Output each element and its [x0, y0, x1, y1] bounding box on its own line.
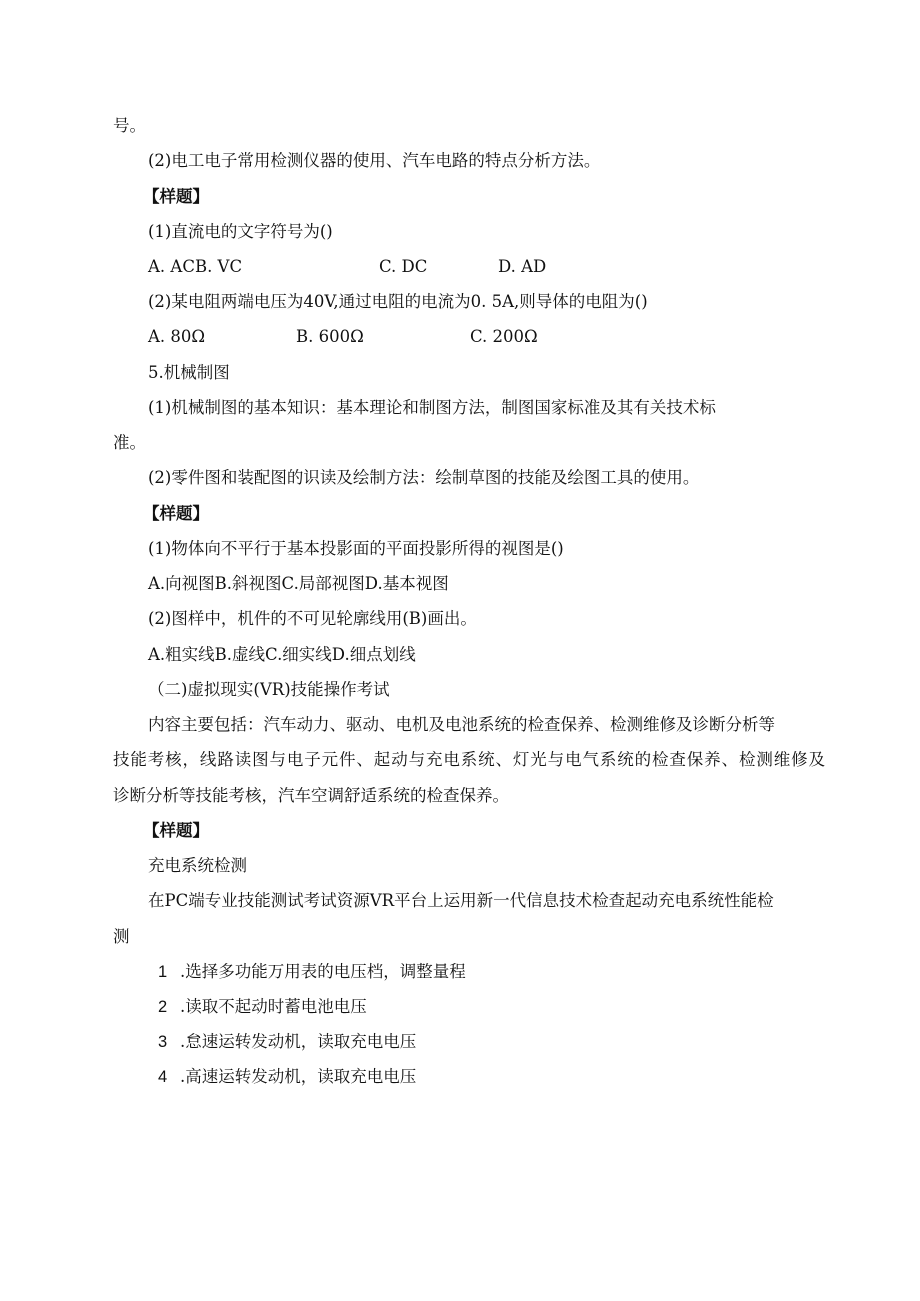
text-line: 准。	[113, 433, 146, 452]
step-number: 2	[158, 998, 168, 1016]
section-heading: 【样题】	[143, 187, 209, 206]
text-line: 号。	[113, 116, 146, 135]
step-number: 3	[158, 1033, 168, 1051]
paragraph-line: 测	[113, 927, 130, 946]
section-heading: 【样题】	[143, 504, 209, 523]
answer-option: A. ACB. VC	[148, 257, 243, 276]
answer-option: C. DC	[379, 257, 428, 276]
step-text: .读取不起动时蓄电池电压	[180, 997, 367, 1016]
answer-options: A.向视图B.斜视图C.局部视图D.基本视图	[148, 574, 449, 593]
step-item	[158, 996, 367, 1018]
step-text: .怠速运转发动机，读取充电电压	[180, 1032, 417, 1051]
question-text: (1)直流电的文字符号为()	[148, 222, 333, 241]
paragraph-line: 在PC端专业技能测试考试资源VR平台上运用新一代信息技术检查起动充电系统性能检	[148, 891, 774, 910]
text-line: (1)机械制图的基本知识：基本理论和制图方法，制图国家标准及其有关技术标	[148, 398, 716, 417]
text-line: (2)零件图和装配图的识读及绘制方法：绘制草图的技能及绘图工具的使用。	[148, 468, 700, 487]
step-item	[158, 1031, 416, 1053]
section-title: （二)虚拟现实(VR)技能操作考试	[148, 680, 390, 699]
paragraph-line: 技能考核，线路读图与电子元件、起动与充电系统、灯光与电气系统的检查保养、检测维修及	[113, 750, 825, 769]
step-item	[158, 961, 466, 983]
answer-options: A.粗实线B.虚线C.细实线D.细点划线	[148, 645, 416, 664]
question-text: (1)物体向不平行于基本投影面的平面投影所得的视图是()	[148, 539, 564, 558]
step-number: 4	[158, 1068, 168, 1086]
paragraph-line: 内容主要包括：汽车动力、驱动、电机及电池系统的检查保养、检测维修及诊断分析等	[148, 715, 775, 734]
question-text: (2)图样中，机件的不可见轮廓线用(B)画出。	[148, 609, 477, 628]
question-text: (2)某电阻两端电压为40V,通过电阻的电流为0. 5A,则导体的电阻为()	[148, 292, 648, 311]
section-title: 5.机械制图	[148, 363, 230, 382]
task-title: 充电系统检测	[148, 856, 247, 875]
text-line: (2)电工电子常用检测仪器的使用、汽车电路的特点分析方法。	[148, 151, 601, 170]
answer-option: D. AD	[498, 257, 547, 276]
paragraph-line-wrap	[113, 749, 825, 771]
paragraph-line: 诊断分析等技能考核，汽车空调舒适系统的检查保养。	[113, 786, 509, 805]
step-item	[158, 1066, 416, 1088]
answer-option: A. 80Ω	[148, 327, 206, 346]
step-number: 1	[158, 963, 168, 981]
step-text: .高速运转发动机，读取充电电压	[180, 1067, 417, 1086]
step-text: .选择多功能万用表的电压档，调整量程	[180, 962, 466, 981]
answer-option: C. 200Ω	[470, 327, 538, 346]
answer-option: B. 600Ω	[296, 327, 364, 346]
section-heading: 【样题】	[143, 821, 209, 840]
